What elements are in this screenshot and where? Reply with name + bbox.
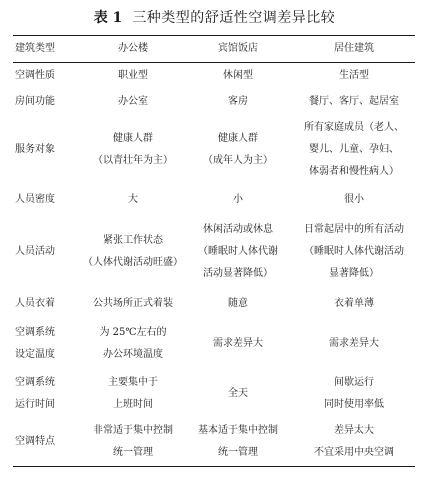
table-title: 三种类型的舒适性空调差异比较 (132, 10, 336, 26)
cell-residential (293, 369, 415, 419)
cell-office-line: 公共场所正式着装 (93, 297, 173, 309)
cell-office-line: 主要集中于 (108, 376, 158, 388)
table-row (13, 115, 415, 185)
cell-office-line: 非常适于集中控制 (93, 425, 173, 437)
cell-office (83, 419, 183, 467)
cell-hotel-line: 小 (233, 193, 243, 205)
row-label (13, 289, 83, 319)
table-row (13, 185, 415, 215)
table-header-row (13, 36, 415, 63)
cell-hotel (183, 289, 293, 319)
cell-residential-line: 间歇运行 (334, 376, 374, 388)
row-label (13, 63, 83, 89)
cell-office-line: 办公环境温度 (103, 348, 163, 360)
table-caption (0, 9, 429, 27)
row-label-line: 空调性质 (15, 69, 55, 81)
cell-hotel (183, 319, 293, 369)
cell-hotel (183, 369, 293, 419)
cell-hotel-line: 基本适于集中控制 (198, 425, 278, 437)
cell-hotel-line: （成年人为主） (203, 154, 273, 166)
cell-residential-line: 差异太大 (334, 425, 374, 437)
cell-residential-line: 体弱者和慢性病人） (309, 165, 399, 177)
row-label (13, 215, 83, 289)
cell-residential-line: 不宜采用中央空调 (314, 447, 394, 459)
cell-office (83, 63, 183, 89)
cell-office-line: （人体代谢活动旺盛） (83, 256, 183, 268)
cell-residential-line: 显著降低） (329, 267, 379, 279)
table-row (13, 419, 415, 467)
cell-office-line: 统一管理 (113, 447, 153, 459)
table-row (13, 369, 415, 419)
row-label-line: 人员活动 (15, 245, 55, 257)
cell-residential-line: 很小 (344, 193, 364, 205)
cell-office (83, 369, 183, 419)
row-label (13, 369, 83, 419)
cell-hotel-line: 健康人群 (218, 132, 258, 144)
cell-office-line: 健康人群 (113, 132, 153, 144)
row-label-line: 空调特点 (15, 436, 55, 448)
cell-residential-line: 衣着单薄 (334, 297, 374, 309)
cell-residential (293, 319, 415, 369)
cell-office-line: 办公室 (118, 95, 148, 107)
row-label (13, 89, 83, 115)
cell-office (83, 185, 183, 215)
row-label-line: 空调系统 (15, 376, 55, 388)
row-label-line: 人员密度 (15, 193, 55, 205)
cell-residential-line: 同时使用率低 (324, 398, 384, 410)
header-office: 办公楼 (118, 43, 148, 54)
header-hotel: 宾馆饭店 (218, 43, 258, 54)
cell-hotel-line: 活动显著降低） (203, 267, 273, 279)
cell-residential (293, 63, 415, 89)
cell-office (83, 289, 183, 319)
row-label-line: 空调系统 (15, 326, 55, 338)
cell-residential-line: 餐厅、客厅、起居室 (309, 95, 399, 107)
cell-hotel-line: 休闲型 (223, 69, 253, 81)
cell-hotel (183, 419, 293, 467)
table-row (13, 319, 415, 369)
cell-hotel (183, 63, 293, 89)
cell-hotel-line: 需求差异大 (213, 337, 263, 349)
cell-office (83, 319, 183, 369)
cell-residential-line: （睡眠时人体代谢活动 (304, 245, 404, 257)
cell-residential (293, 185, 415, 215)
table-row (13, 63, 415, 89)
row-label-line: 运行时间 (15, 398, 55, 410)
row-label (13, 185, 83, 215)
row-label-line: 设定温度 (15, 348, 55, 360)
table-body (13, 63, 415, 467)
cell-office-line: 大 (128, 193, 138, 205)
cell-residential-line: 日常起居中的所有活动 (304, 223, 404, 235)
cell-office (83, 115, 183, 185)
cell-office-line: 为 25℃左右的 (99, 326, 167, 338)
table-row (13, 289, 415, 319)
comparison-table (13, 35, 415, 467)
row-label (13, 419, 83, 467)
cell-residential (293, 215, 415, 289)
row-label (13, 115, 83, 185)
row-label-line: 房间功能 (15, 95, 55, 107)
cell-hotel-line: 客房 (228, 95, 248, 107)
cell-hotel (183, 215, 293, 289)
row-label-line: 服务对象 (15, 143, 55, 155)
cell-residential-line: 所有家庭成员（老人、 (304, 121, 404, 133)
cell-hotel (183, 185, 293, 215)
cell-hotel (183, 115, 293, 185)
table-row (13, 89, 415, 115)
row-label (13, 319, 83, 369)
header-building-type: 建筑类型 (15, 43, 55, 54)
cell-office-line: 职业型 (118, 69, 148, 81)
cell-hotel-line: 休闲活动或休息 (203, 223, 273, 235)
cell-office-line: 上班时间 (113, 398, 153, 410)
cell-residential-line: 需求差异大 (329, 337, 379, 349)
table-row (13, 215, 415, 289)
cell-residential-line: 婴儿、儿童、孕妇、 (309, 143, 399, 155)
cell-hotel (183, 89, 293, 115)
row-label-line: 人员衣着 (15, 297, 55, 309)
cell-hotel-line: 全天 (228, 387, 248, 399)
cell-residential-line: 生活型 (339, 69, 369, 81)
cell-residential (293, 115, 415, 185)
cell-residential (293, 289, 415, 319)
cell-residential (293, 419, 415, 467)
cell-hotel-line: 随意 (228, 297, 248, 309)
header-residential: 居住建筑 (334, 43, 374, 54)
cell-office (83, 215, 183, 289)
cell-office (83, 89, 183, 115)
table-number: 表 1 (93, 10, 123, 26)
cell-residential (293, 89, 415, 115)
cell-hotel-line: （睡眠时人体代谢 (198, 245, 278, 257)
cell-office-line: （以青壮年为主） (93, 154, 173, 166)
cell-office-line: 紧张工作状态 (103, 234, 163, 246)
cell-hotel-line: 统一管理 (218, 447, 258, 459)
